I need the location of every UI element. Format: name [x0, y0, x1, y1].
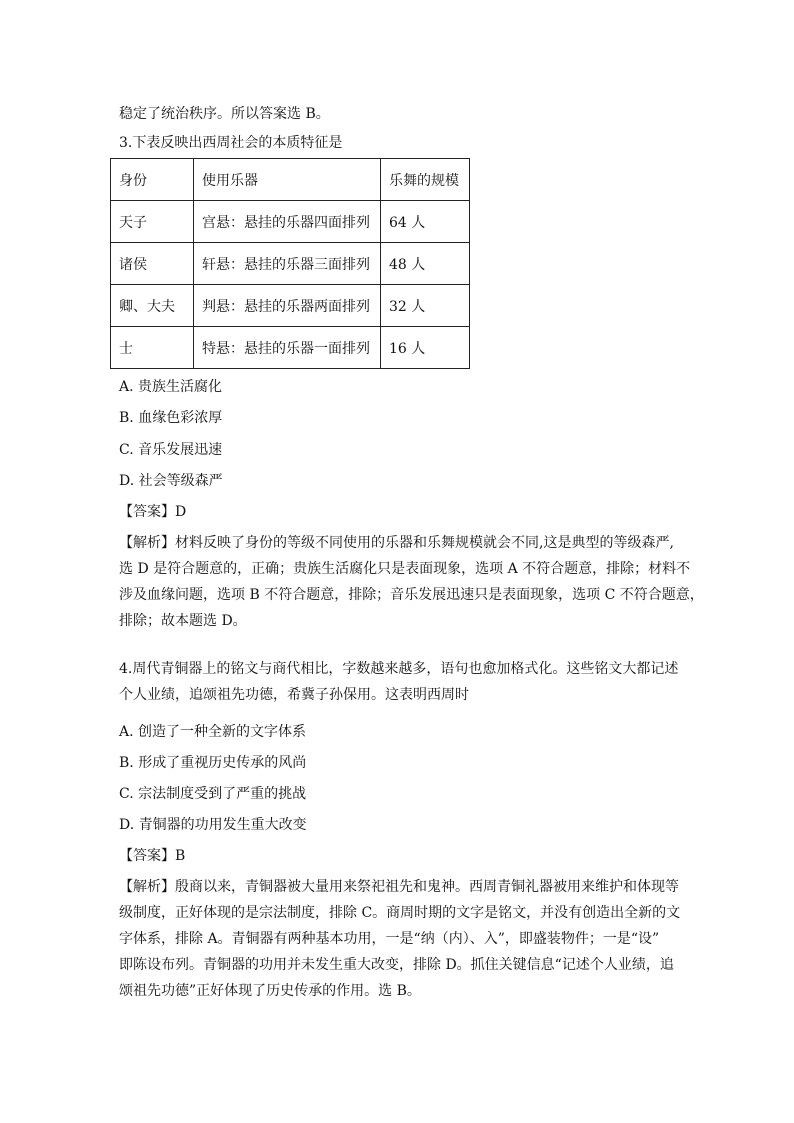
q4-option-c: C. 宗法制度受到了严重的挑战 — [119, 786, 307, 802]
q4-answer: 【答案】B — [119, 848, 186, 864]
q3-option-d: D. 社会等级森严 — [119, 473, 223, 489]
table-cell: 诸侯 — [111, 243, 194, 285]
q3-option-a: A. 贵族生活腐化 — [119, 379, 223, 395]
q3-stem: 3.下表反映出西周社会的本质特征是 — [119, 135, 343, 151]
q3-answer: 【答案】D — [119, 504, 187, 520]
header-cell: 乐舞的规模 — [381, 159, 470, 201]
analysis-line: 字体系，排除 A。青铜器有两种基本功用，一是“纳（内）、入”，即盛装物件；一是“设” — [119, 931, 660, 947]
analysis-line: 颂祖先功德”正好体现了历史传承的作用。选 B。 — [119, 983, 421, 999]
table-cell: 宫悬：悬挂的乐器四面排列 — [194, 201, 381, 243]
table-row — [111, 201, 470, 243]
stem-line: 个人业绩，追颂祖先功德，希冀子孙保用。这表明西周时 — [119, 687, 469, 703]
table-row — [111, 285, 470, 327]
table-cell: 32 人 — [381, 285, 470, 327]
header-cell: 使用乐器 — [194, 159, 381, 201]
table-cell: 48 人 — [381, 243, 470, 285]
table-cell: 天子 — [111, 201, 194, 243]
table-cell: 卿、大夫 — [111, 285, 194, 327]
table-cell: 判悬：悬挂的乐器两面排列 — [194, 285, 381, 327]
q4-stem — [119, 659, 679, 711]
analysis-line: 【解析】殷商以来，青铜器被大量用来祭祀祖先和鬼神。西周青铜礼器被用来维护和体现等 — [119, 879, 679, 895]
q3-option-b: B. 血缘色彩浓厚 — [119, 410, 223, 426]
q4-option-b: B. 形成了重视历史传承的风尚 — [119, 755, 307, 771]
table-cell: 士 — [111, 327, 194, 369]
table-cell: 特悬：悬挂的乐器一面排列 — [194, 327, 381, 369]
table-cell: 轩悬：悬挂的乐器三面排列 — [194, 243, 381, 285]
table-header-row — [111, 159, 470, 201]
q3-option-c: C. 音乐发展迅速 — [119, 442, 223, 458]
q4-option-d: D. 青铜器的功用发生重大改变 — [119, 817, 307, 833]
analysis-line: 涉及血缘问题，选项 B 不符合题意，排除；音乐发展迅速只是表面现象，选项 C 不符合题意， — [119, 587, 704, 603]
table-cell: 16 人 — [381, 327, 470, 369]
header-cell: 身份 — [111, 159, 194, 201]
analysis-line: 【解析】材料反映了身份的等级不同使用的乐器和乐舞规模就会不同,这是典型的等级森严, — [119, 535, 674, 551]
table-row — [111, 243, 470, 285]
instrument-table — [110, 158, 470, 369]
analysis-line: 即陈设布列。青铜器的功用并未发生重大改变，排除 D。抓住关键信息“记述个人业绩，追 — [119, 957, 674, 973]
q4-option-a: A. 创造了一种全新的文字体系 — [119, 724, 307, 740]
analysis-line: 选 D 是符合题意的，正确；贵族生活腐化只是表面现象，选项 A 不符合题意，排除；材料不 — [119, 561, 691, 577]
q3-analysis — [119, 533, 704, 637]
table-cell: 64 人 — [381, 201, 470, 243]
table-row — [111, 327, 470, 369]
analysis-line: 排除；故本题选 D。 — [119, 613, 247, 629]
stem-line: 4.周代青铜器上的铭文与商代相比，字数越来越多，语句也愈加格式化。这些铭文大都记述 — [119, 661, 679, 677]
analysis-line: 级制度，正好体现的是宗法制度，排除 C。商周时期的文字是铭文，并没有创造出全新的文 — [119, 905, 681, 921]
intro-line: 稳定了统治秩序。所以答案选 B。 — [119, 106, 330, 122]
q4-analysis — [119, 877, 679, 1007]
